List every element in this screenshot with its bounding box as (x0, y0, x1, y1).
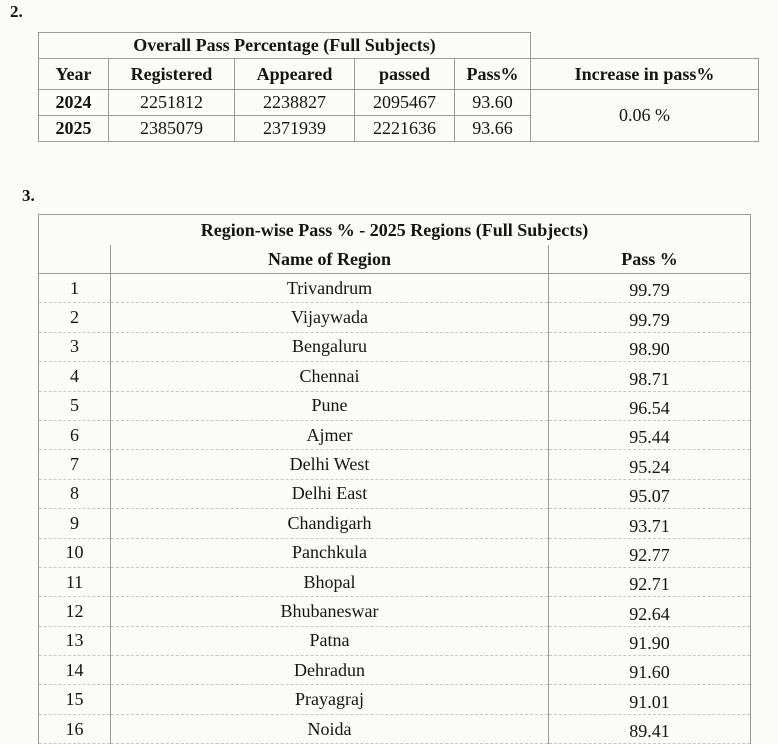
sn-cell: 2 (39, 303, 111, 332)
region-name-cell: Bhopal (111, 567, 549, 596)
header-increase: Increase in pass% (531, 59, 759, 90)
sn-cell: 14 (39, 656, 111, 685)
header-region-pass: Pass % (549, 245, 751, 274)
region-name-cell: Delhi West (111, 450, 549, 479)
appeared-cell: 2238827 (235, 90, 355, 116)
section-3-number: 3. (22, 186, 35, 205)
region-pass-cell: 99.79 (549, 303, 751, 332)
region-name-cell: Ajmer (111, 420, 549, 449)
region-name-cell: Vijaywada (111, 303, 549, 332)
header-pass-pct: Pass% (455, 59, 531, 90)
sn-cell: 8 (39, 479, 111, 508)
passed-cell: 2221636 (355, 116, 455, 142)
region-pass-cell: 95.24 (549, 450, 751, 479)
header-region: Name of Region (111, 245, 549, 274)
table-row (39, 479, 751, 508)
header-passed: passed (355, 59, 455, 90)
region-pass-title: Region-wise Pass % - 2025 Regions (Full Subjects) (39, 215, 751, 246)
table-row (39, 538, 751, 567)
sn-cell: 4 (39, 362, 111, 391)
sn-cell: 11 (39, 567, 111, 596)
table-row (39, 420, 751, 449)
table-row (39, 626, 751, 655)
region-name-cell: Delhi East (111, 479, 549, 508)
region-pass-cell: 95.44 (549, 420, 751, 449)
region-pass-table (38, 214, 751, 744)
region-pass-cell: 92.71 (549, 567, 751, 596)
header-year: Year (39, 59, 109, 90)
table-row (39, 391, 751, 420)
sn-cell: 1 (39, 274, 111, 303)
header-sn (39, 245, 111, 274)
region-name-cell: Chandigarh (111, 509, 549, 538)
table-row (39, 714, 751, 743)
increase-cell: 0.06 % (531, 90, 759, 142)
registered-cell: 2385079 (109, 116, 235, 142)
pass-pct-cell: 93.66 (455, 116, 531, 142)
table-row (39, 567, 751, 596)
region-name-cell: Bhubaneswar (111, 597, 549, 626)
overall-pass-table (38, 32, 759, 142)
pass-pct-cell: 93.60 (455, 90, 531, 116)
table-row (39, 332, 751, 361)
passed-cell: 2095467 (355, 90, 455, 116)
region-pass-cell: 98.90 (549, 332, 751, 361)
region-pass-cell: 92.77 (549, 538, 751, 567)
region-name-cell: Trivandrum (111, 274, 549, 303)
year-cell: 2024 (39, 90, 109, 116)
sn-cell: 16 (39, 714, 111, 743)
region-pass-cell: 91.60 (549, 656, 751, 685)
region-pass-cell: 96.54 (549, 391, 751, 420)
table-row (39, 362, 751, 391)
header-appeared: Appeared (235, 59, 355, 90)
sn-cell: 9 (39, 509, 111, 538)
table-row (39, 274, 751, 303)
table-row (39, 450, 751, 479)
appeared-cell: 2371939 (235, 116, 355, 142)
region-pass-cell: 92.64 (549, 597, 751, 626)
sn-cell: 15 (39, 685, 111, 714)
table-row (39, 303, 751, 332)
region-name-cell: Dehradun (111, 656, 549, 685)
sn-cell: 13 (39, 626, 111, 655)
region-name-cell: Pune (111, 391, 549, 420)
sn-cell: 12 (39, 597, 111, 626)
table-row (39, 597, 751, 626)
region-pass-cell: 93.71 (549, 509, 751, 538)
overall-pass-title: Overall Pass Percentage (Full Subjects) (39, 33, 531, 59)
region-name-cell: Chennai (111, 362, 549, 391)
region-name-cell: Bengaluru (111, 332, 549, 361)
region-name-cell: Noida (111, 714, 549, 743)
region-pass-cell: 98.71 (549, 362, 751, 391)
region-name-cell: Prayagraj (111, 685, 549, 714)
table-row (39, 509, 751, 538)
region-pass-cell: 99.79 (549, 274, 751, 303)
region-name-cell: Panchkula (111, 538, 549, 567)
table-row (39, 685, 751, 714)
sn-cell: 5 (39, 391, 111, 420)
section-2-number: 2. (10, 2, 23, 21)
region-pass-cell: 95.07 (549, 479, 751, 508)
region-pass-cell: 89.41 (549, 714, 751, 743)
sn-cell: 10 (39, 538, 111, 567)
year-cell: 2025 (39, 116, 109, 142)
region-pass-cell: 91.01 (549, 685, 751, 714)
table-row (39, 656, 751, 685)
registered-cell: 2251812 (109, 90, 235, 116)
table-row (39, 90, 759, 116)
region-name-cell: Patna (111, 626, 549, 655)
region-pass-cell: 91.90 (549, 626, 751, 655)
sn-cell: 3 (39, 332, 111, 361)
header-registered: Registered (109, 59, 235, 90)
sn-cell: 7 (39, 450, 111, 479)
sn-cell: 6 (39, 420, 111, 449)
